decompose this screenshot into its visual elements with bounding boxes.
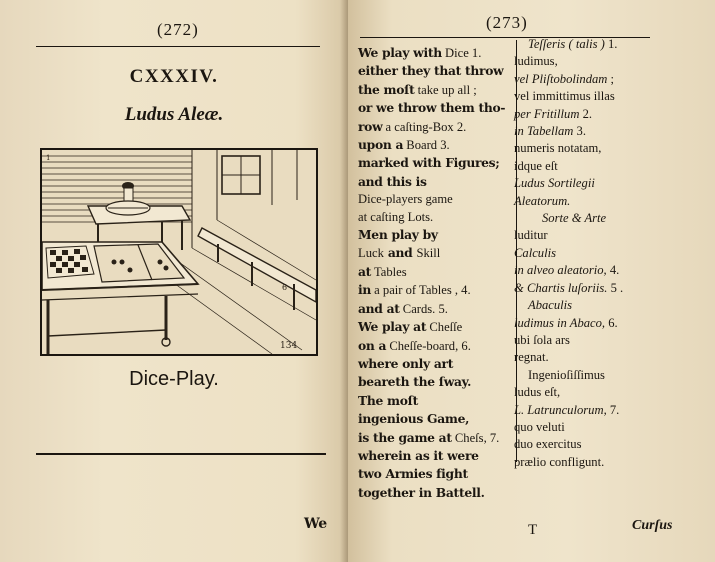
item-number: 2. [579, 106, 593, 121]
english-line [358, 263, 518, 281]
chapter-number: CXXXIV. [129, 66, 219, 87]
latin-text: per Fritillum [514, 106, 580, 121]
english-line [358, 81, 518, 99]
latin-line [514, 53, 654, 70]
english-line [358, 209, 518, 226]
english-line [358, 154, 518, 172]
latin-text: in Tabellam [514, 124, 574, 139]
latin-text: Calculis [514, 245, 556, 260]
latin-line [514, 245, 654, 262]
page-number-left: (272) [157, 20, 199, 39]
latin-line [514, 123, 654, 140]
roman-text: a caſting-Box [382, 119, 454, 134]
blackletter-text: We play at [358, 319, 427, 335]
english-line [358, 99, 518, 117]
roman-text: Dice-players game [358, 192, 453, 207]
left-page [0, 0, 348, 562]
latin-column [514, 36, 654, 471]
latin-text: duo exercitus [514, 437, 582, 452]
english-line [358, 44, 518, 62]
blackletter-text: marked with Figures; [358, 155, 500, 171]
latin-line [514, 140, 654, 157]
latin-text: quo veluti [514, 419, 565, 434]
woodcut-bench-number: 6 [282, 283, 288, 292]
blackletter-text: or we throw them tho- [358, 100, 506, 116]
blackletter-text: either they that throw [358, 63, 504, 79]
latin-text: & Chartis luſoriis. [514, 280, 608, 295]
latin-line [514, 436, 654, 453]
item-number: 6. [605, 315, 618, 330]
latin-text: in alveo aleatorio, [514, 263, 607, 278]
latin-line [514, 419, 654, 436]
english-line [358, 337, 518, 355]
roman-text: Luck [358, 246, 384, 261]
item-number: 5. [435, 301, 448, 316]
latin-text: Sorte & Arte [542, 211, 607, 226]
latin-text: Ingenioſiſſimus [528, 367, 605, 382]
english-line [358, 484, 518, 502]
item-number: 3. [573, 124, 586, 139]
blackletter-text: ingenious Game, [358, 411, 470, 427]
english-line [358, 244, 518, 262]
latin-line [514, 402, 654, 419]
blackletter-text: two Armies fight [358, 466, 468, 482]
item-number: 7. [486, 430, 500, 445]
catchword-center: T [528, 522, 538, 538]
item-number: 5 . [607, 280, 624, 295]
item-number: 4. [458, 283, 471, 298]
latin-line [514, 88, 654, 105]
english-line [358, 465, 518, 483]
item-number: 4. [606, 263, 620, 278]
page-number-right: (273) [486, 13, 528, 32]
woodcut-corner-mark: 1 [46, 154, 51, 162]
latin-text: Teſſeris ( talis ) [528, 37, 605, 51]
latin-text: vel Pliſtobolindam [514, 71, 608, 86]
latin-line [514, 297, 654, 314]
latin-line [514, 36, 654, 53]
blackletter-text: row [358, 118, 383, 134]
blackletter-text: together in Battell. [358, 484, 485, 500]
latin-line [514, 193, 654, 210]
latin-text: regnat. [514, 350, 549, 365]
blackletter-text: upon a [358, 137, 404, 153]
latin-text: idque eſt [514, 158, 558, 173]
english-line [358, 191, 518, 208]
item-number: 3. [437, 138, 450, 153]
english-line [358, 226, 518, 244]
blackletter-text: where only art [358, 355, 454, 371]
latin-text: Ludus Sortilegii [514, 176, 595, 191]
latin-line [514, 384, 654, 401]
english-line [358, 173, 518, 191]
roman-text: Cheſſe [426, 320, 463, 335]
blackletter-text: The moſt [358, 392, 418, 408]
latin-text: ubi ſola ars [514, 332, 570, 347]
english-line [358, 392, 518, 410]
item-number: 1. [468, 46, 482, 60]
item-number: 2. [453, 119, 467, 134]
english-line [358, 373, 518, 391]
latin-text: numeris notatam, [514, 141, 602, 156]
blackletter-text: and at [358, 300, 400, 316]
item-number: 1. [604, 37, 618, 51]
footer-rule-left [36, 453, 326, 455]
english-column [358, 44, 518, 502]
latin-line [514, 227, 654, 244]
roman-text: take up all ; [414, 82, 477, 97]
chessboard-graphic [46, 246, 94, 278]
latin-line [514, 315, 654, 332]
latin-text: ludimus, [514, 54, 558, 69]
dice-play-engraving [42, 150, 316, 354]
roman-text: at caſting Lots. [358, 209, 434, 224]
blackletter-text: in [358, 282, 372, 298]
latin-line [514, 349, 654, 366]
blackletter-text: at [358, 263, 372, 279]
latin-line [514, 454, 654, 471]
roman-text: Tables [371, 264, 407, 279]
woodcut-plate-number: 134 [280, 341, 298, 351]
english-line [358, 62, 518, 80]
roman-text: Cards. [399, 301, 436, 316]
blackletter-text: and [383, 245, 417, 261]
english-caption: Dice-Play. [129, 368, 219, 390]
latin-line [514, 106, 654, 123]
latin-line [514, 175, 654, 192]
header-rule-left [36, 46, 320, 47]
latin-line [514, 262, 654, 279]
roman-text: Board [403, 138, 438, 153]
blackletter-text: beareth the ſway. [358, 374, 472, 390]
roman-text: Dice [441, 46, 469, 60]
blackletter-text: the moſt [358, 81, 415, 97]
english-line [358, 429, 518, 447]
latin-line [514, 71, 654, 88]
english-line [358, 318, 518, 336]
blackletter-text: and this is [358, 173, 427, 189]
english-line [358, 281, 518, 299]
english-line [358, 410, 518, 428]
latin-line [514, 367, 654, 384]
english-line [358, 355, 518, 373]
roman-text: Cheſs, [451, 430, 487, 445]
english-line [358, 447, 518, 465]
roman-text: Cheſſe-board, [386, 338, 459, 353]
roman-text: a pair of Tables , [371, 283, 459, 298]
woodcut-illustration [40, 148, 318, 356]
latin-text: prælio confligunt. [514, 454, 605, 469]
item-number: ; [607, 71, 615, 86]
blackletter-text: We play with [358, 45, 442, 60]
item-number: 6. [458, 338, 471, 353]
english-line [358, 136, 518, 154]
latin-title: Ludus Aleæ. [124, 104, 224, 125]
item-number: 7. [606, 402, 620, 417]
latin-text: Abaculis [528, 298, 573, 313]
blackletter-text: on a [358, 337, 387, 353]
latin-text: ludus eſt, [514, 385, 561, 400]
english-line [358, 118, 518, 136]
english-line [358, 300, 518, 318]
latin-text: luditur [514, 228, 548, 243]
latin-line [514, 280, 654, 297]
latin-text: vel immittimus illas [514, 89, 615, 104]
catchword-right: Curſus [632, 518, 673, 533]
latin-line [514, 332, 654, 349]
blackletter-text: wherein as it were [358, 447, 479, 463]
latin-line [514, 210, 654, 227]
catchword-left: We [304, 516, 327, 532]
blackletter-text: Men play by [358, 227, 438, 243]
blackletter-text: is the game at [358, 429, 452, 445]
latin-text: Aleatorum. [514, 193, 571, 208]
latin-line [514, 158, 654, 175]
latin-text: L. Latrunculorum, [514, 402, 607, 417]
roman-text: Skill [416, 246, 441, 261]
latin-text: ludimus in Abaco, [514, 315, 606, 330]
